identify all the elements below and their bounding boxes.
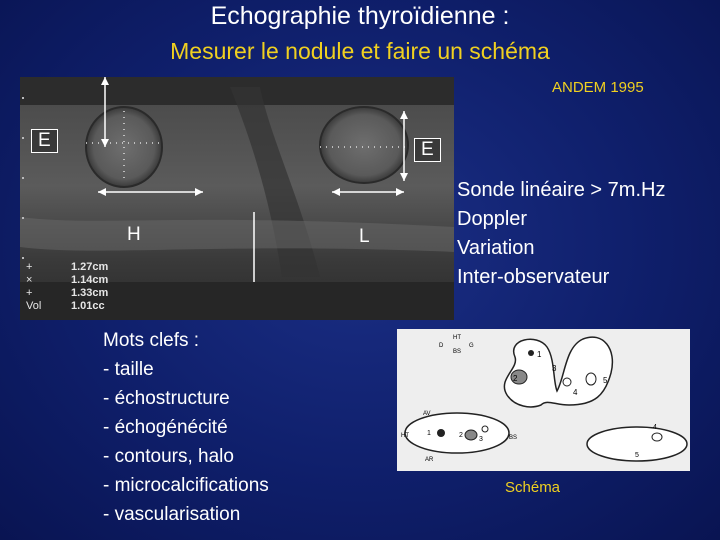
spec-line: Inter-observateur — [457, 266, 610, 288]
keyword-item: - taille — [103, 359, 154, 380]
measurement-symbol: Vol — [26, 300, 42, 312]
measurement-row — [24, 261, 134, 274]
source-reference: ANDEM 1995 — [552, 79, 644, 96]
measurement-symbol: + — [26, 261, 33, 273]
schema-label: HT — [401, 433, 409, 439]
measurement-value: 1.33cm — [71, 287, 109, 299]
schema-number: 2 — [459, 432, 463, 439]
keyword-item: - microcalcifications — [103, 475, 269, 496]
keywords-list — [103, 326, 269, 529]
schema-label: BS — [453, 349, 462, 355]
label-h: H — [127, 224, 141, 245]
schema-caption: Schéma — [505, 479, 561, 496]
keyword-item: - échostructure — [103, 388, 230, 409]
schema-label: BS — [509, 435, 518, 441]
ultrasound-image — [20, 77, 454, 320]
keyword-item: - vascularisation — [103, 504, 241, 525]
measurement-row — [24, 300, 134, 313]
schema-number: 4 — [653, 424, 657, 431]
schema-number: 2 — [513, 374, 518, 383]
label-e-left: E — [31, 129, 58, 153]
schema-number: 5 — [635, 452, 639, 459]
schema-number: 3 — [479, 436, 483, 443]
spec-line: Sonde linéaire > 7m.Hz — [457, 179, 666, 201]
slide-title: Echographie thyroïdienne : — [210, 2, 510, 30]
probe-specs — [457, 176, 665, 292]
thyroid-diagram — [397, 329, 690, 471]
measurement-value: 1.14cm — [71, 274, 109, 286]
schema-label: AR — [425, 457, 434, 463]
schema-label: G — [469, 343, 474, 349]
measurement-row — [24, 274, 134, 287]
schema-number: 5 — [603, 376, 608, 385]
label-l: L — [359, 226, 370, 247]
schema-label: D — [439, 343, 444, 349]
measurement-value: 1.27cm — [71, 261, 109, 273]
schema-label: HT — [453, 335, 461, 341]
measurement-legend — [24, 261, 134, 313]
schema-label: AV — [423, 411, 431, 417]
measurement-symbol: × — [26, 274, 33, 286]
schema-number: 1 — [537, 350, 542, 359]
measurement-row — [24, 287, 134, 300]
schema-number: 1 — [427, 430, 431, 437]
schema-number: 3 — [552, 364, 557, 373]
keyword-item: - échogénécité — [103, 417, 228, 438]
spec-line: Doppler — [457, 208, 528, 230]
label-e-right: E — [414, 138, 441, 162]
keywords-heading: Mots clefs : — [103, 330, 200, 351]
schema-number: 4 — [573, 388, 578, 397]
slide-subtitle: Mesurer le nodule et faire un schéma — [170, 38, 550, 64]
thyroid-schema — [397, 329, 690, 471]
keyword-item: - contours, halo — [103, 446, 234, 467]
measurement-symbol: + — [26, 287, 33, 299]
measurement-value: 1.01cc — [71, 300, 105, 312]
spec-line: Variation — [457, 237, 535, 259]
